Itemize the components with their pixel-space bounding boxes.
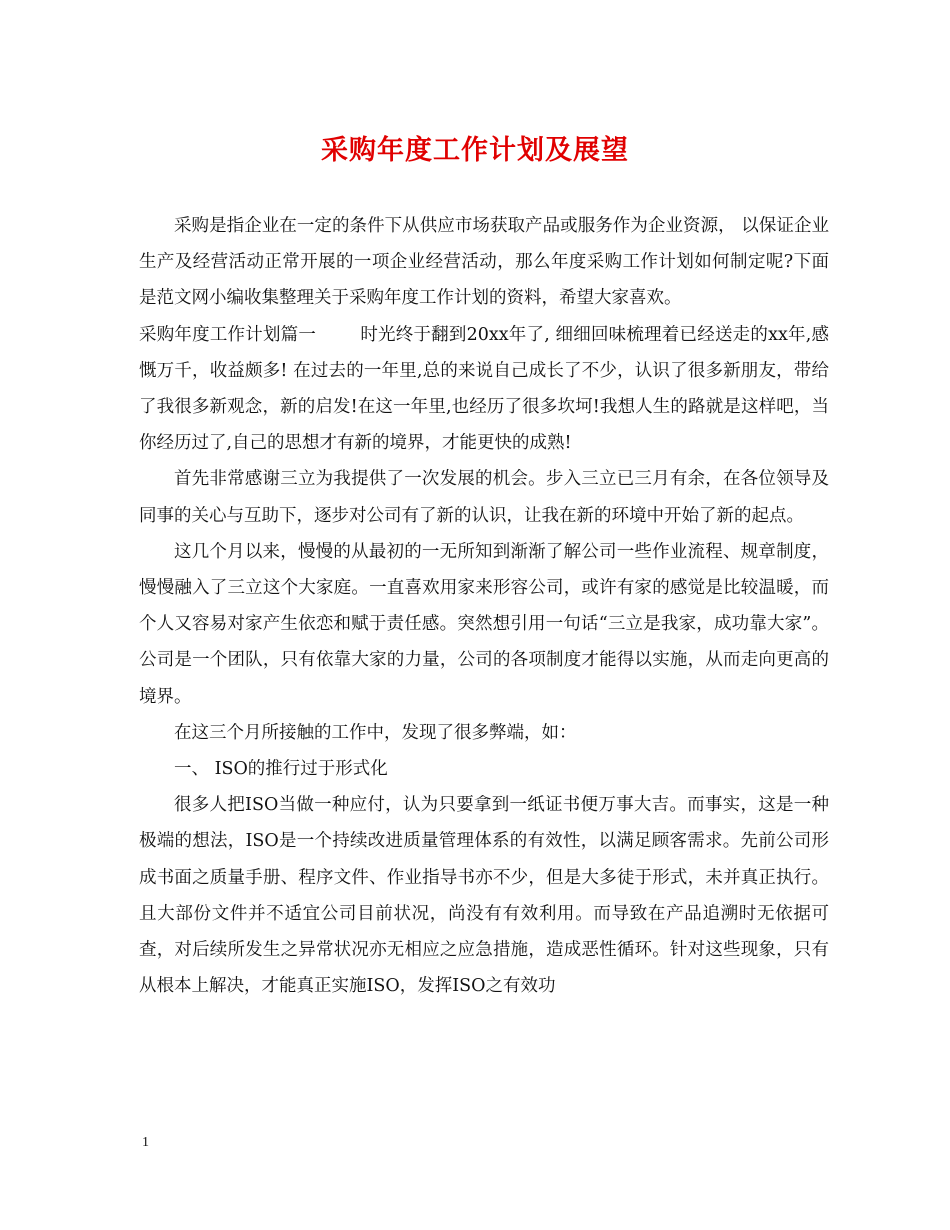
paragraph-iso-heading: 一、 ISO的推行过于形式化 [174, 759, 388, 780]
paragraph-section-one [139, 317, 829, 462]
paragraph-issues: 在这三个月所接触的工作中，发现了很多弊端，如： [174, 722, 577, 743]
paragraph-intro: 采购是指企业在一定的条件下从供应市场获取产品或服务作为企业资源， 以保证企业生产及经营活动正常开展的一项企业经营活动，那么年度采购工作计划如何制定呢?下面是范文网小编收集整理关于采购年度工作计划的资料，希望大家喜欢。 [139, 216, 829, 309]
document-body [139, 208, 829, 1004]
paragraph-thanks: 首先非常感谢三立为我提供了一次发展的机会。步入三立已三月有余，在各位领导及同事的关心与互助下，逐步对公司有了新的认识，让我在新的环境中开始了新的起点。 [139, 469, 829, 526]
section-label: 采购年度工作计划篇一 [139, 324, 317, 345]
page-number: 1 [142, 1135, 149, 1150]
section-one-text: 时光终于翻到20xx年了, 细细回味梳理着已经送走的xx年,感慨万千，收益颇多! 在过去的一年里,总的来说自己成长了不少，认识了很多新朋友，带给了我很多新观念，新的启发!在这一年里,也经历了很多坎坷!我想人生的路就是这样吧，当你经历过了,自己的思想才有新的境界，才能更快的成熟! [139, 324, 830, 454]
paragraph-iso-detail: 很多人把ISO当做一种应付，认为只要拿到一纸证书便万事大吉。而事实，这是一种极端的想法，ISO是一个持续改进质量管理体系的有效性，以满足顾客需求。先前公司形成书面之质量手册、程序文件、作业指导书亦不少，但是大多徒于形式，未并真正执行。且大部份文件并不适宜公司目前状况，尚没有有效利用。而导致在产品追溯时无依据可查，对后续所发生之异常状况亦无相应之应急措施，造成恶性循环。针对这些现象，只有从根本上解决，才能真正实施ISO，发挥ISO之有效功 [139, 795, 829, 997]
document-title: 采购年度工作计划及展望 [321, 135, 629, 166]
paragraph-family: 这几个月以来，慢慢的从最初的一无所知到渐渐了解公司一些作业流程、规章制度，慢慢融入了三立这个大家庭。一直喜欢用家来形容公司，或许有家的感觉是比较温暖，而个人又容易对家产生依恋和赋于责任感。突然想引用一句话“三立是我家，成功靠大家”。公司是一个团队，只有依靠大家的力量，公司的各项制度才能得以实施，从而走向更高的境界。 [139, 541, 829, 707]
